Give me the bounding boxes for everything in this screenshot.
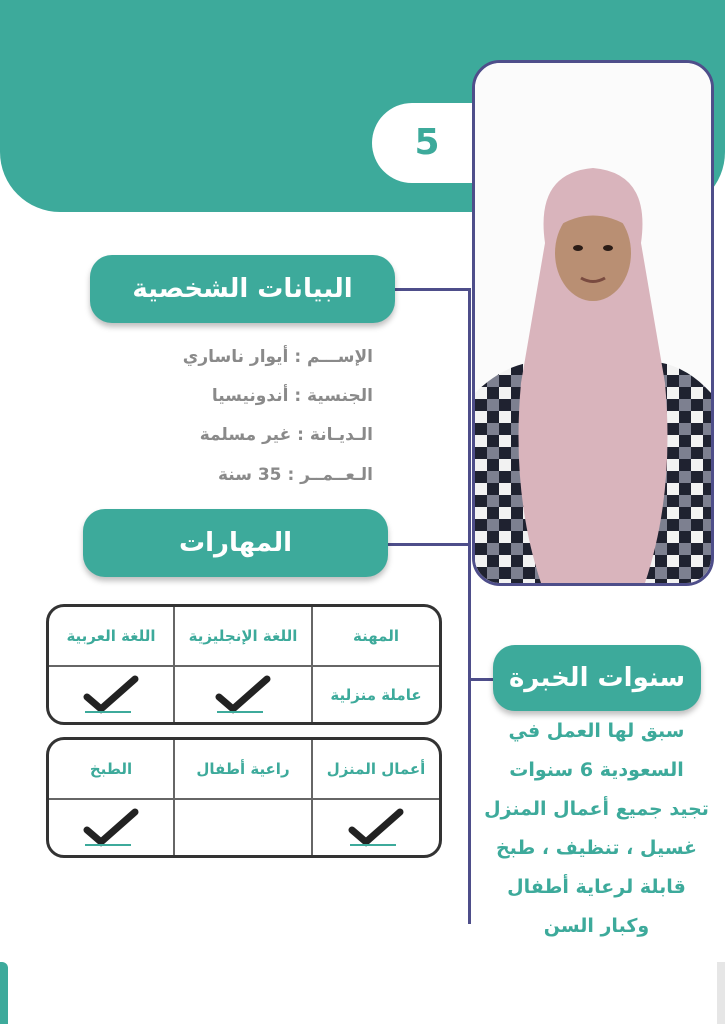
age-value: 35 سنة — [217, 465, 282, 485]
skills-heading: المهارات — [83, 509, 388, 577]
name-row — [183, 347, 373, 367]
religion-value: غير مسلمة — [199, 425, 292, 445]
personal-info-heading: البيانات الشخصية — [90, 255, 395, 323]
experience-line: السعودية 6 سنوات — [509, 759, 684, 781]
checkmark-icon — [81, 675, 141, 715]
experience-line: وكبار السن — [543, 915, 650, 937]
experience-heading: سنوات الخبرة — [493, 645, 701, 711]
experience-line: قابلة لرعاية أطفال — [507, 876, 686, 898]
age-row — [218, 465, 373, 485]
nationality-label: الجنسية : — [294, 386, 373, 406]
header-cooking: الطبخ — [89, 760, 133, 778]
header-arabic: اللغة العربية — [66, 627, 156, 645]
header-childcare: راعية أطفال — [173, 740, 311, 798]
checkmark-icon — [213, 675, 273, 715]
experience-description — [468, 712, 725, 946]
housework-check-cell — [311, 798, 439, 855]
checkmark-icon — [81, 808, 141, 848]
experience-line: غسيل ، تنظيف ، طبخ — [495, 837, 698, 859]
profile-photo-frame — [472, 60, 714, 586]
decor-left — [0, 962, 8, 1024]
name-label: الإســـم : — [294, 347, 373, 367]
profile-photo — [475, 63, 711, 583]
connector-experience — [470, 678, 494, 681]
name-value: أيوار ناساري — [182, 347, 289, 367]
english-check-cell — [173, 665, 311, 722]
experience-line: سبق لها العمل في — [508, 720, 685, 742]
decor-right — [717, 962, 725, 1024]
religion-label: الـديـانة : — [297, 425, 373, 445]
skills-table-languages — [46, 604, 442, 725]
childcare-check-cell — [173, 798, 311, 855]
checkmark-icon — [346, 808, 406, 848]
header-english: اللغة الإنجليزية — [173, 607, 311, 665]
experience-line: تجيد جميع أعمال المنزل — [484, 798, 709, 820]
nationality-row — [212, 386, 373, 406]
arabic-check-cell — [49, 665, 173, 722]
page-number: 5 — [414, 122, 440, 163]
cooking-check-cell — [49, 798, 173, 855]
religion-row — [200, 425, 373, 445]
header-housework: أعمال المنزل — [311, 740, 439, 798]
header-profession: المهنة — [311, 607, 439, 665]
age-label: الـعــمــر : — [287, 465, 373, 485]
skills-table-tasks — [46, 737, 442, 858]
nationality-value: أندونيسيا — [211, 386, 289, 406]
connector-skills — [388, 543, 470, 546]
profession-value: عاملة منزلية — [311, 665, 439, 722]
connector-personal — [395, 288, 470, 291]
